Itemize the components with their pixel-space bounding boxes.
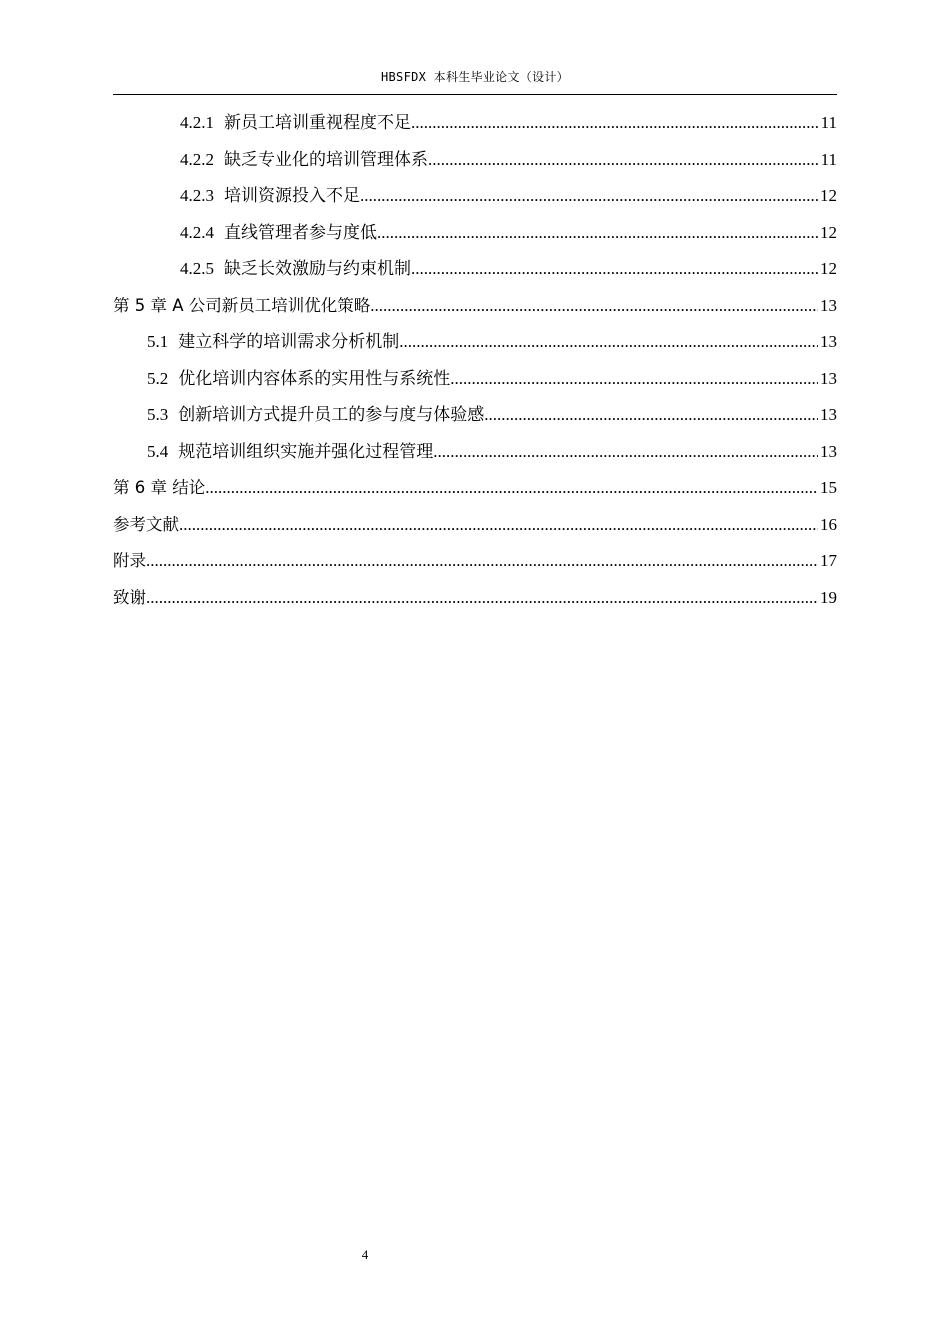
toc-entry-page: 13 xyxy=(820,405,837,424)
toc-entry-number: 4.2.5 xyxy=(180,259,214,278)
toc-entry-title: 建立科学的培训需求分析机制 xyxy=(178,332,400,351)
toc-entry-4-2-2[interactable] xyxy=(180,147,837,173)
toc-entry-acknowledgements[interactable] xyxy=(113,585,837,611)
toc-dot-leader xyxy=(370,293,818,319)
toc-dot-leader xyxy=(411,256,818,282)
toc-dot-leader xyxy=(179,512,818,538)
toc-entry-page: 15 xyxy=(820,478,837,497)
toc-entry-references[interactable] xyxy=(113,512,837,538)
toc-entry-title: 附录 xyxy=(113,551,146,570)
toc-entry-title: 缺乏专业化的培训管理体系 xyxy=(224,149,428,169)
toc-entry-5-4[interactable] xyxy=(147,439,837,465)
toc-entry-5-1[interactable] xyxy=(147,329,837,355)
toc-entry-number: 4.2.4 xyxy=(180,222,214,242)
toc-entry-title: 培训资源投入不足 xyxy=(224,186,360,205)
toc-entry-number: 4.2.3 xyxy=(180,186,214,205)
toc-entry-page: 19 xyxy=(820,587,837,607)
toc-entry-page: 17 xyxy=(820,551,837,570)
toc-entry-number: 5.2 xyxy=(147,368,169,388)
toc-entry-page: 11 xyxy=(820,113,837,132)
toc-entry-title: 优化培训内容体系的实用性与系统性 xyxy=(178,368,451,388)
toc-entry-5-3[interactable] xyxy=(147,402,837,428)
toc-entry-page: 16 xyxy=(820,514,837,534)
toc-dot-leader xyxy=(360,183,818,209)
page-header: HBSFDX 本科生毕业论文（设计） xyxy=(381,70,569,84)
toc-entry-title: 新员工培训重视程度不足 xyxy=(224,113,411,132)
toc-entry-number: 5.4 xyxy=(147,441,169,461)
toc-entry-page: 13 xyxy=(820,332,837,351)
toc-dot-leader xyxy=(484,402,818,428)
toc-dot-leader xyxy=(433,439,818,465)
toc-entry-title: 参考文献 xyxy=(113,514,179,534)
toc-entry-chapter-6[interactable] xyxy=(113,475,837,501)
toc-entry-number: 5.1 xyxy=(147,332,169,351)
toc-dot-leader xyxy=(205,475,818,501)
page-number: 4 xyxy=(361,1247,369,1262)
toc-entry-title: 缺乏长效激励与约束机制 xyxy=(224,259,411,278)
toc-entry-page: 13 xyxy=(820,368,837,388)
toc-dot-leader xyxy=(411,110,819,136)
toc-entry-page: 12 xyxy=(820,259,837,278)
toc-dot-leader xyxy=(146,548,818,574)
toc-dot-leader xyxy=(428,147,819,173)
toc-dot-leader xyxy=(450,366,818,392)
toc-dot-leader xyxy=(399,329,818,355)
toc-entry-title: 致谢 xyxy=(113,587,146,607)
toc-entry-number: 5.3 xyxy=(147,405,169,424)
toc-entry-page: 13 xyxy=(820,441,837,461)
toc-entry-page: 12 xyxy=(820,222,837,242)
toc-entry-4-2-5[interactable] xyxy=(180,256,837,282)
toc-entry-page: 12 xyxy=(820,186,837,205)
toc-entry-title: 直线管理者参与度低 xyxy=(224,222,377,242)
toc-entry-page: 13 xyxy=(820,295,837,315)
toc-entry-number: 4.2.2 xyxy=(180,149,214,169)
toc-entry-appendix[interactable] xyxy=(113,548,837,574)
toc-entry-title: 创新培训方式提升员工的参与度与体验感 xyxy=(178,405,485,424)
toc-entry-5-2[interactable] xyxy=(147,366,837,392)
toc-entry-4-2-4[interactable] xyxy=(180,220,837,246)
toc-entry-title: 第 6 章 结论 xyxy=(113,478,206,497)
header-rule xyxy=(113,94,837,95)
toc-entry-4-2-3[interactable] xyxy=(180,183,837,209)
toc-dot-leader xyxy=(146,585,818,611)
toc-entry-title: 规范培训组织实施并强化过程管理 xyxy=(178,441,434,461)
toc-entry-4-2-1[interactable] xyxy=(180,110,837,136)
toc-entry-title: 第 5 章 A 公司新员工培训优化策略 xyxy=(113,295,371,315)
toc-dot-leader xyxy=(377,220,818,246)
toc-entry-chapter-5[interactable] xyxy=(113,293,837,319)
toc-entry-number: 4.2.1 xyxy=(180,113,214,132)
toc-entry-page: 11 xyxy=(820,149,837,169)
